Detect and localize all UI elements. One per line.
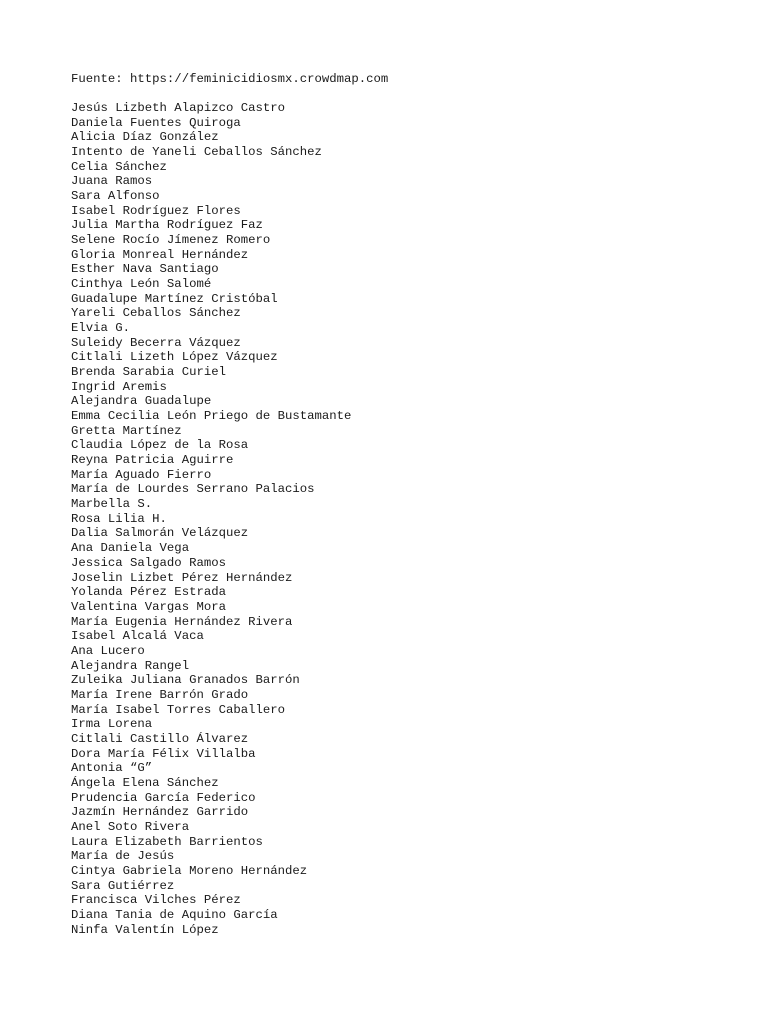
name-entry: Jazmín Hernández Garrido [71,805,249,820]
name-entry: Ninfa Valentín López [71,922,219,937]
name-entry: María de Jesús [71,849,175,864]
name-entry: Sara Gutiérrez [71,878,175,893]
name-entry: Esther Nava Santiago [71,262,219,277]
name-entry: María Aguado Fierro [71,467,212,482]
name-entry: Sara Alfonso [71,189,160,204]
name-entry: Elvia G. [71,321,131,336]
name-entry: Valentina Vargas Mora [71,599,226,614]
name-entry: Cintya Gabriela Moreno Hernández [71,863,308,878]
name-entry: Juana Ramos [71,174,153,189]
name-entry: Isabel Rodríguez Flores [71,203,241,218]
name-entry: Selene Rocío Jímenez Romero [71,233,271,248]
name-entry: Antonia “G” [71,761,153,776]
blank-line [71,87,751,101]
name-entry: Citlali Lizeth López Vázquez [71,350,278,365]
name-entry: Anel Soto Rivera [71,819,190,834]
name-entry: Cinthya León Salomé [71,277,212,292]
source-citation: Fuente: https://feminicidiosmx.crowdmap.com [71,72,389,86]
name-entry: Ingrid Aremis [71,379,167,394]
name-entry: María Irene Barrón Grado [71,687,249,702]
name-entry: Gretta Martínez [71,423,182,438]
document-page [71,72,751,937]
name-entry: Intento de Yaneli Ceballos Sánchez [71,145,322,160]
name-entry: Laura Elizabeth Barrientos [71,834,263,849]
name-entry: Prudencia García Federico [71,790,256,805]
name-entry: Dora María Félix Villalba [71,746,256,761]
name-entry: Citlali Castillo Álvarez [71,731,249,746]
name-entry: Emma Cecilia León Priego de Bustamante [71,409,352,424]
name-entry: Reyna Patricia Aguirre [71,453,234,468]
name-entry: Suleidy Becerra Vázquez [71,335,241,350]
name-entry: Alicia Díaz González [71,130,219,145]
name-entry: Gloria Monreal Hernández [71,247,249,262]
name-entry: Alejandra Guadalupe [71,394,212,409]
names-list [71,101,751,937]
name-entry: Alejandra Rangel [71,658,190,673]
name-entry: María Isabel Torres Caballero [71,702,286,717]
name-entry: Yolanda Pérez Estrada [71,585,226,600]
name-entry: Jesús Lizbeth Alapizco Castro [71,101,286,115]
name-entry: Julia Martha Rodríguez Faz [71,218,263,233]
name-entry: Celia Sánchez [71,159,167,174]
name-entry: María de Lourdes Serrano Palacios [71,482,315,497]
name-entry: Daniela Fuentes Quiroga [71,115,241,130]
name-entry: Claudia López de la Rosa [71,438,249,453]
name-entry: Diana Tania de Aquino García [71,907,278,922]
name-entry: Ángela Elena Sánchez [71,775,219,790]
name-entry: Jessica Salgado Ramos [71,555,226,570]
name-entry: Yareli Ceballos Sánchez [71,306,241,321]
name-entry: Marbella S. [71,497,153,512]
name-entry: Isabel Alcalá Vaca [71,629,204,644]
name-entry: Joselin Lizbet Pérez Hernández [71,570,293,585]
name-entry: Ana Daniela Vega [71,541,190,556]
name-entry: Brenda Sarabia Curiel [71,365,226,380]
name-entry: Zuleika Juliana Granados Barrón [71,673,300,688]
name-entry: María Eugenia Hernández Rivera [71,614,293,629]
name-entry: Guadalupe Martínez Cristóbal [71,291,278,306]
name-entry: Francisca Vilches Pérez [71,893,241,908]
name-entry: Irma Lorena [71,717,153,732]
name-entry: Ana Lucero [71,643,145,658]
name-entry: Rosa Lilia H. [71,511,167,526]
name-entry: Dalia Salmorán Velázquez [71,526,249,541]
